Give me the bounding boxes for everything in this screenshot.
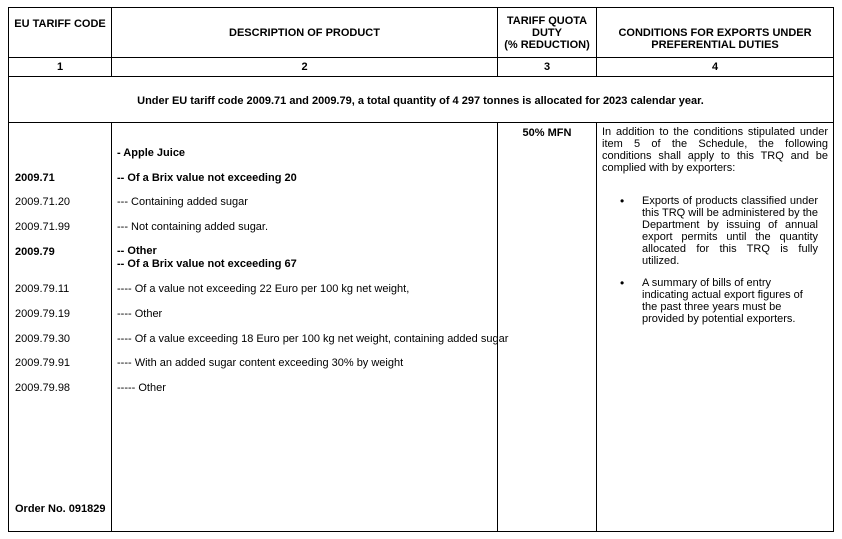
bullet-icon: •: [620, 194, 625, 208]
header-description-label: DESCRIPTION OF PRODUCT: [229, 26, 380, 39]
header-tariff-code: [9, 8, 111, 40]
header-conditions-line2: PREFERENTIAL DUTIES: [651, 38, 779, 51]
column-number-4: 4: [711, 61, 719, 73]
header-duty-line2: DUTY: [532, 26, 562, 39]
allocation-note: Under EU tariff code 2009.71 and 2009.79, a total quantity of 4 297 tonnes is allocated for 2023 calendar year.: [137, 95, 704, 107]
tariff-code: 2009.79.30: [15, 333, 71, 345]
product-description: ---- Of a value not exceeding 22 Euro per 100 kg net weight,: [117, 283, 410, 295]
tariff-code: 2009.71.99: [15, 221, 71, 233]
product-description: --- Not containing added sugar.: [117, 221, 269, 233]
tariff-code: 2009.71.20: [15, 196, 71, 208]
column-number-3: 3: [543, 61, 551, 73]
table-border-bottom: [8, 531, 834, 532]
order-number: Order No. 091829: [15, 503, 106, 515]
header-duty-line1: TARIFF QUOTA: [506, 14, 588, 27]
tariff-code: 2009.79: [15, 246, 55, 258]
column-number-2: 2: [301, 61, 308, 73]
condition-bullet: Exports of products classified under this TRQ will be administered by the Department by issuing of annual export permits until the quantity allocated for this TRQ is fully utilized.: [642, 195, 818, 267]
product-description: -- Of a Brix value not exceeding 20: [117, 172, 297, 184]
col-divider-3-body: [596, 122, 597, 532]
header-tariff-code-label: EU TARIFF CODE: [14, 18, 106, 30]
header-duty: [498, 8, 596, 57]
product-description: ---- Of a value exceeding 18 Euro per 100 kg net weight, containing added sugar: [117, 333, 509, 345]
tariff-code: 2009.71: [15, 172, 55, 184]
product-description: ---- With an added sugar content exceeding 30% by weight: [117, 357, 404, 369]
product-description: ----- Other: [117, 382, 166, 394]
tariff-code: 2009.79.98: [15, 382, 71, 394]
column-number-divider: [8, 76, 834, 77]
product-description: --- Containing added sugar: [117, 196, 248, 208]
condition-bullet: A summary of bills of entry indicating actual export figures of the past three years must be provided by potential exporters.: [642, 277, 803, 325]
conditions-intro: In addition to the conditions stipulated under item 5 of the Schedule, the following conditions shall apply to this TRQ and be complied with by exporters:: [602, 126, 828, 174]
header-description: [112, 8, 497, 57]
tariff-code: 2009.79.91: [15, 357, 71, 369]
product-description: -- Other: [117, 245, 157, 257]
tariff-code: 2009.79.11: [15, 283, 70, 295]
product-description: -- Of a Brix value not exceeding 67: [117, 258, 297, 270]
table-border-left: [8, 7, 9, 532]
col-divider-1-body: [111, 122, 112, 532]
bullet-icon: •: [620, 276, 625, 290]
banner-divider: [8, 122, 834, 123]
header-duty-line3: (% REDUCTION): [504, 38, 590, 51]
column-number-1: 1: [56, 61, 64, 73]
col-divider-2-body: [497, 122, 498, 532]
tariff-code: 2009.79.19: [15, 308, 71, 320]
header-conditions: [597, 14, 833, 63]
duty-value: 50% MFN: [522, 127, 572, 139]
product-description: ---- Other: [117, 308, 163, 320]
header-conditions-line1: CONDITIONS FOR EXPORTS UNDER: [618, 26, 812, 39]
table-border-right: [833, 7, 834, 532]
product-description: - Apple Juice: [117, 147, 186, 159]
